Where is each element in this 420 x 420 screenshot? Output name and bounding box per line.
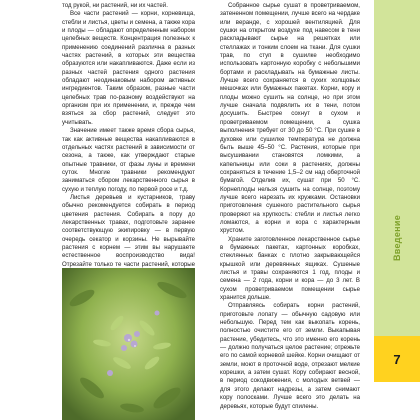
paragraph: тод рукой, ни растений, ни их частей.: [62, 2, 168, 9]
paragraph: Собранное сырье сушат в проветриваемом, затененном помещении, лучше всего на чердаке или веранде, с хорошей вентиляцией. Для сушки на открытом воздухе под навесом в тени раскладывают сырье на решетках или стеллажах и тонким слоем на ткани. Для сушки трав, по ступ в сушилке необходимо использовать картонную коробку с небольшими бортами и раскладывать на бумажные листы. Лучше всего сохраняется в сухих холщовых мешочках или бумажных пакетах. Корни, кору и плоды можно сушить на солнце, но при этом лучше сначала подвялить их в тени, потом досушить. Быстрее сохнут в сухом и проветриваемом помещении, а сушка выполнения требует от 30 до 50 °С. При сушке в духовке или сушилке температура не должна быть выше 45–50 °С. Растения, которые при высушивании становятся ломкими, а капельницы или соки в растениях, должны сохраняться в течение 1,5–2 см над оберточной бумагой. Отделив их, сушат при 50 °С. Корнеплоды нельзя сушить на солнце, поэтому лучше всего нарезать их кружками. Остановки приготовления сушеного растительного сырья проверяют на хрупкость: стебли и листья легко ломаются, а корни и кора с характерным хрустом.: [220, 2, 360, 235]
chapter-tab: [374, 140, 420, 336]
paragraph: Храните заготовленное лекарственное сырье в бумажных пакетах, картонных коробках, стеклянных банках с плотно закрывающейся крышкой или деревянных ящиках. Сушеные листья и травы сохраняются 1 год, плоды и семена — 2 года, корни и кора — до 3 лет. В сухом проветриваемом помещении сырье хранится дольше.: [220, 235, 360, 302]
paragraph: Листья деревьев и кустарников, траву обычно рекомендуется собирать в период цветения растения. Собирать в пору до лекарственных травах, подготовьте заранее соответствующую экипировку — в первую очередь секатор и корзины. Не вырывайте растения с корнем — этим вы нарушаете естественное воспроизводство вида! Отрезайте только те части растений, которые: [62, 193, 195, 268]
herb-photo-image: [62, 268, 195, 420]
paragraph: Все части растений — корни, корневища, стебли и листья, цветы и семена, а также кора и плоды — обладают определенным набором целебных веществ. Концентрация полезных к применению соединений различна в разных частях растений, в которых эти вещества образуются или накапливаются. Даже если из разных частей растения одного растения обладают неодинаковым набором активных ингредиентов. Таким образом, разные части целебных трав по-разному воздействуют на организм при их применении, и, прежде чем взяться за сбор растений, следует это учитывать.: [62, 10, 195, 126]
paragraph: Значение имеет также время сбора сырья, так как активные вещества накапливаются в отдельных частях растений в зависимости от сезона, а также, как утверждают старые опытные травники, от фазы луны и времени суток. Многие травники рекомендуют заниматься сбором лекарственного сырья в сухую и теплую погоду, по первой росе и т.д.: [62, 127, 195, 193]
page-number-box: [374, 336, 420, 382]
text-column-right: [220, 2, 360, 411]
chapter-tab-label: Введение: [392, 214, 402, 262]
herb-photo: [62, 268, 195, 420]
paragraph: Отправляясь собирать корни растений, приготовьте лопату — обычную садовую или небольшую. Перед тем как выкопать корень, полностью очистите его от земли. Выкапывая растение, убедитесь, что это именно его корень — должно получаться целое растение; отрежьте его по самой корневой шейке. Корни очищают от земли, моют в проточной воде, отрезают мелкие корешки, а затем сушат. Кору собирают весной, в период сокодвижения, с молодых ветвей — для этого делают надрезы, а затем снимают кору полосками. Лучше всего это делать на деревьях, которые будут спилены.: [220, 302, 360, 410]
page-number: 7: [393, 351, 401, 367]
